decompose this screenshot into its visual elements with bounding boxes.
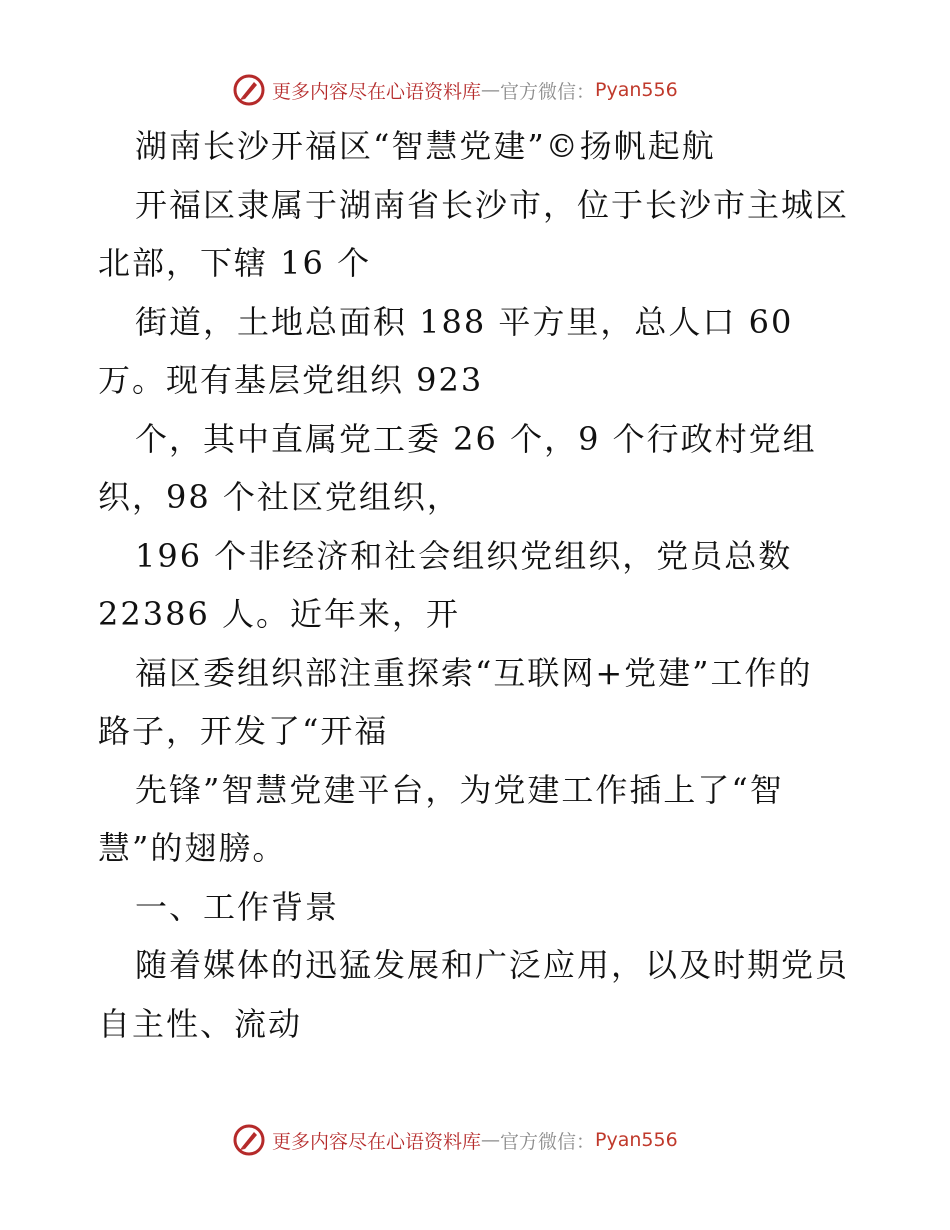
- section-heading: 一、工作背景: [135, 888, 340, 926]
- watermark-site-text: 更多内容尽在心语资料库: [272, 80, 482, 103]
- paragraph-line: 196 个非经济和社会组织党组织，党员总数: [135, 537, 793, 575]
- paragraph-line: 北部，下辖 16 个: [98, 244, 372, 282]
- watermark-wechat-id: Pyan556: [595, 79, 678, 101]
- paragraph-line: 自主性、流动: [98, 1005, 303, 1043]
- paragraph-line: 路子，开发了“开福: [98, 712, 389, 750]
- quill-logo-icon: [232, 73, 266, 107]
- watermark-wechat-label: 官方微信：: [500, 80, 596, 103]
- paragraph-line: 福区委组织部注重探索“互联网+党建”工作的: [135, 654, 813, 692]
- paragraph-line: 22386 人。近年来，开: [98, 595, 460, 633]
- watermark-wechat-id: Pyan556: [595, 1129, 678, 1151]
- paragraph-line: 先锋”智慧党建平台，为党建工作插上了“智: [135, 771, 784, 809]
- paragraph-line: 个，其中直属党工委 26 个，9 个行政村党组: [135, 420, 817, 458]
- paragraph-line: 开福区隶属于湖南省长沙市，位于长沙市主城区: [135, 186, 850, 224]
- paragraph-line: 慧”的翅膀。: [98, 829, 287, 867]
- paragraph-line: 万。现有基层党组织 923: [98, 361, 484, 399]
- watermark-wechat-label: 官方微信：: [500, 1130, 596, 1153]
- paragraph-line: 随着媒体的迅猛发展和广泛应用，以及时期党员: [135, 946, 850, 984]
- document-title: 湖南长沙开福区“智慧党建”©扬帆起航: [135, 127, 716, 165]
- watermark-site-text: 更多内容尽在心语资料库: [272, 1130, 482, 1153]
- footer-watermark: [232, 1120, 678, 1160]
- watermark-separator: —: [481, 79, 501, 101]
- watermark-separator: —: [481, 1129, 501, 1151]
- paragraph-line: 织，98 个社区党组织，: [98, 478, 461, 516]
- paragraph-line: 街道，土地总面积 188 平方里，总人口 60: [135, 303, 794, 341]
- header-watermark: [232, 70, 678, 110]
- quill-logo-icon: [232, 1123, 266, 1157]
